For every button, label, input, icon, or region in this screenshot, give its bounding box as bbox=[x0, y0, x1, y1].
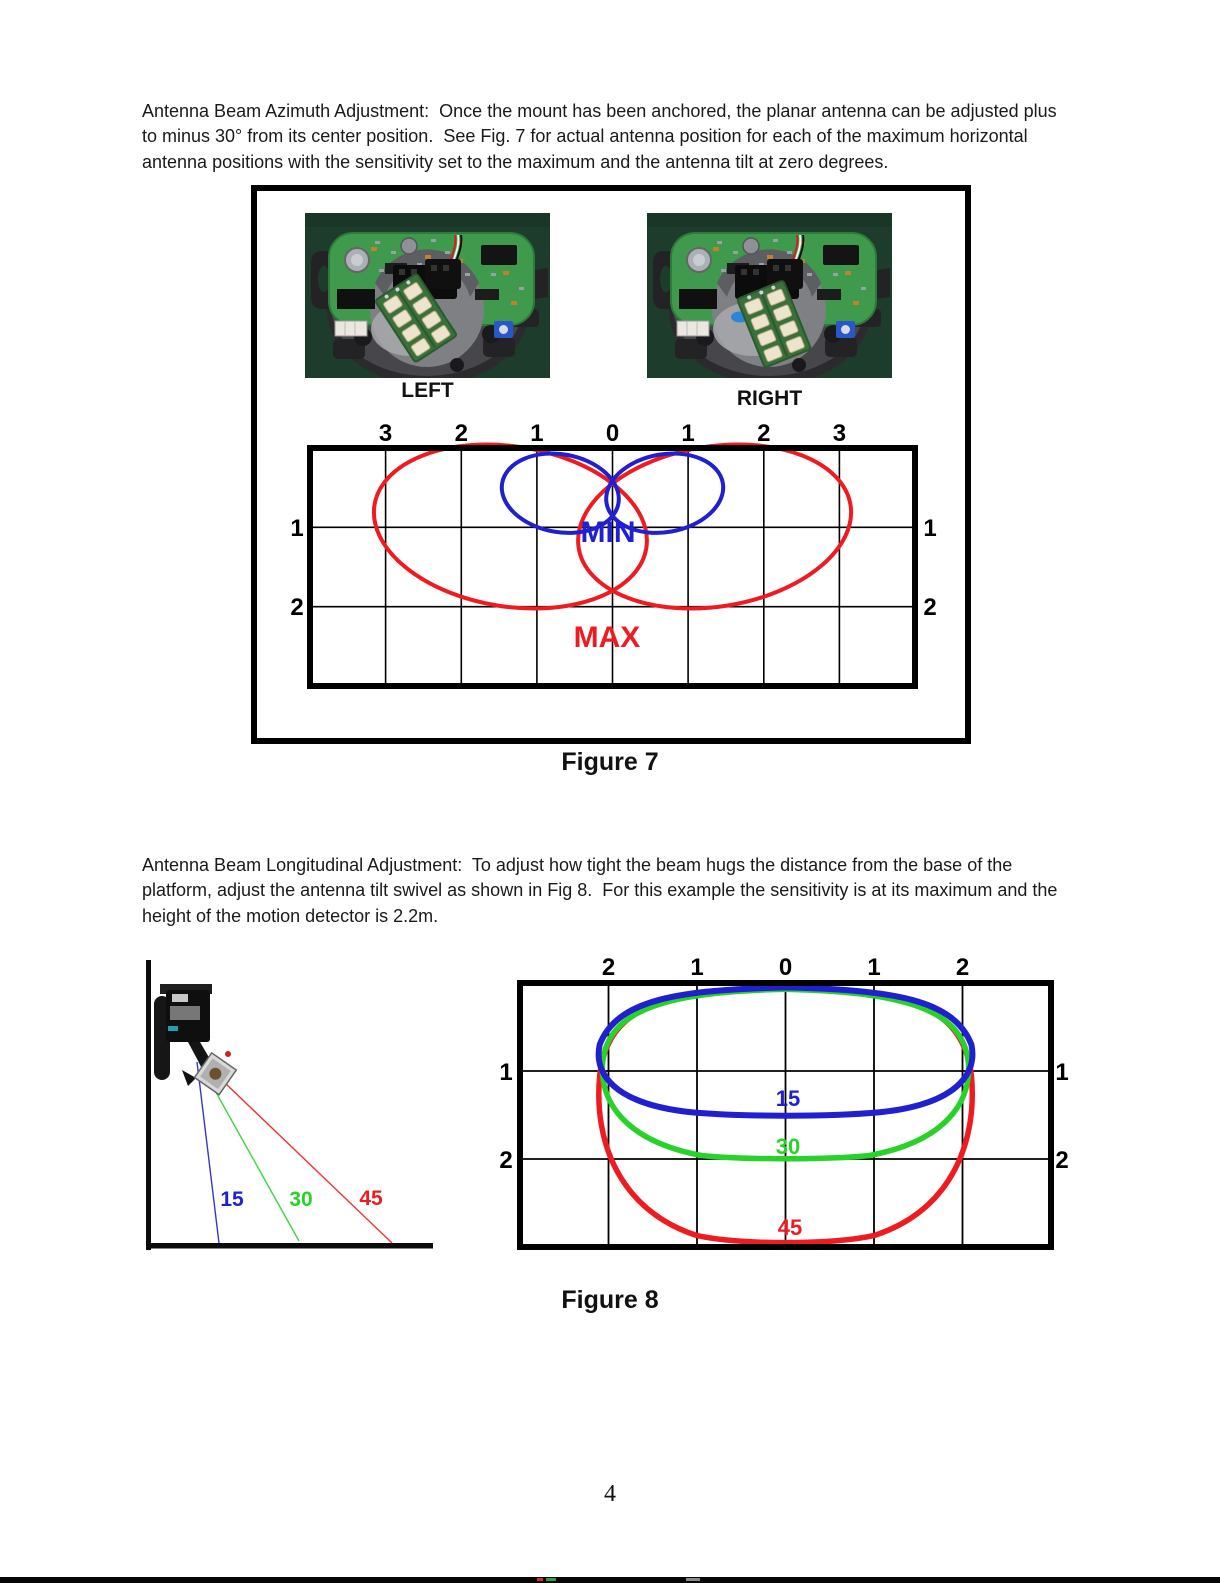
x-tick-label: 0 bbox=[778, 954, 793, 981]
x-tick-label: 2 bbox=[955, 954, 970, 981]
photo-label-right: RIGHT bbox=[736, 387, 803, 410]
min-series-label: MIN bbox=[580, 516, 636, 549]
footer-watermark-gray bbox=[686, 1578, 700, 1581]
y-tick-label: 2 bbox=[290, 594, 304, 621]
figure8-curve-labels bbox=[776, 1086, 802, 1240]
paragraph-line: Antenna Beam Azimuth Adjustment: Once the mount has been anchored, the planar antenna can be adjusted plus bbox=[142, 101, 1057, 121]
pcb-photo-left bbox=[305, 213, 550, 378]
beam-angle-labels bbox=[220, 1187, 383, 1211]
figure8-caption: Figure 8 bbox=[561, 1286, 659, 1314]
y-tick-label: 2 bbox=[1055, 1147, 1069, 1174]
figure7-frame bbox=[251, 185, 971, 744]
figure7-caption: Figure 7 bbox=[561, 748, 659, 776]
y-tick-label: 1 bbox=[290, 515, 304, 542]
footer-bar bbox=[0, 1577, 1220, 1583]
figure8-x-axis-labels bbox=[602, 954, 969, 981]
y-tick-label: 1 bbox=[923, 515, 937, 542]
x-tick-label: 3 bbox=[832, 420, 847, 447]
paragraph-line: Antenna Beam Longitudinal Adjustment: To adjust how tight the beam hugs the distance from the base of the bbox=[142, 855, 1013, 875]
paragraph-longitudinal-adjustment bbox=[142, 853, 1092, 929]
curve-label-15: 15 bbox=[775, 1086, 801, 1111]
x-tick-label: 0 bbox=[605, 420, 620, 447]
vertical-axis-line bbox=[146, 960, 151, 1250]
x-tick-label: 2 bbox=[601, 954, 616, 981]
x-tick-label: 1 bbox=[530, 420, 544, 447]
page-number: 4 bbox=[604, 1481, 616, 1507]
paragraph-line: platform, adjust the antenna tilt swivel as shown in Fig 8. For this example the sensitivity is at its maximum and the bbox=[142, 880, 1058, 901]
paragraph-line: to minus 30° from its center position. See Fig. 7 for actual antenna position for each of the maximum horizontal bbox=[142, 126, 1028, 147]
figure8-longitudinal-chart bbox=[490, 950, 1070, 1260]
y-tick-label: 2 bbox=[923, 594, 937, 621]
figure7-azimuth-chart bbox=[285, 420, 945, 700]
beam-label-45: 45 bbox=[359, 1187, 383, 1210]
y-tick-label: 1 bbox=[499, 1059, 513, 1086]
paragraph-line: antenna positions with the sensitivity set to the maximum and the antenna tilt at zero degrees. bbox=[142, 151, 889, 172]
photo-label-left: LEFT bbox=[401, 379, 454, 402]
paragraph-line: height of the motion detector is 2.2m. bbox=[142, 905, 439, 926]
x-tick-label: 1 bbox=[867, 954, 881, 981]
motion-detector-photo bbox=[154, 984, 236, 1095]
x-tick-label: 2 bbox=[757, 420, 771, 447]
y-tick-label: 2 bbox=[499, 1147, 513, 1174]
paragraph-azimuth-adjustment bbox=[142, 99, 1072, 175]
max-series-label: MAX bbox=[573, 621, 641, 654]
curve-label-30: 30 bbox=[775, 1134, 801, 1159]
footer-watermark-red bbox=[537, 1578, 543, 1581]
curve-label-45: 45 bbox=[777, 1215, 803, 1240]
x-tick-label: 1 bbox=[690, 954, 704, 981]
pcb-photo-right bbox=[647, 213, 892, 378]
x-tick-label: 2 bbox=[454, 420, 468, 447]
footer-watermark-green bbox=[546, 1578, 556, 1581]
x-tick-label: 3 bbox=[378, 420, 393, 447]
y-tick-label: 1 bbox=[1055, 1059, 1069, 1086]
beam-label-15: 15 bbox=[220, 1188, 244, 1211]
beam-line-45 bbox=[201, 1060, 392, 1243]
horizontal-axis-line bbox=[146, 1243, 433, 1249]
figure8-tilt-diagram bbox=[140, 950, 440, 1260]
x-tick-label: 1 bbox=[681, 420, 695, 447]
figure7-x-axis-labels bbox=[379, 420, 846, 447]
beam-label-30: 30 bbox=[289, 1188, 313, 1211]
